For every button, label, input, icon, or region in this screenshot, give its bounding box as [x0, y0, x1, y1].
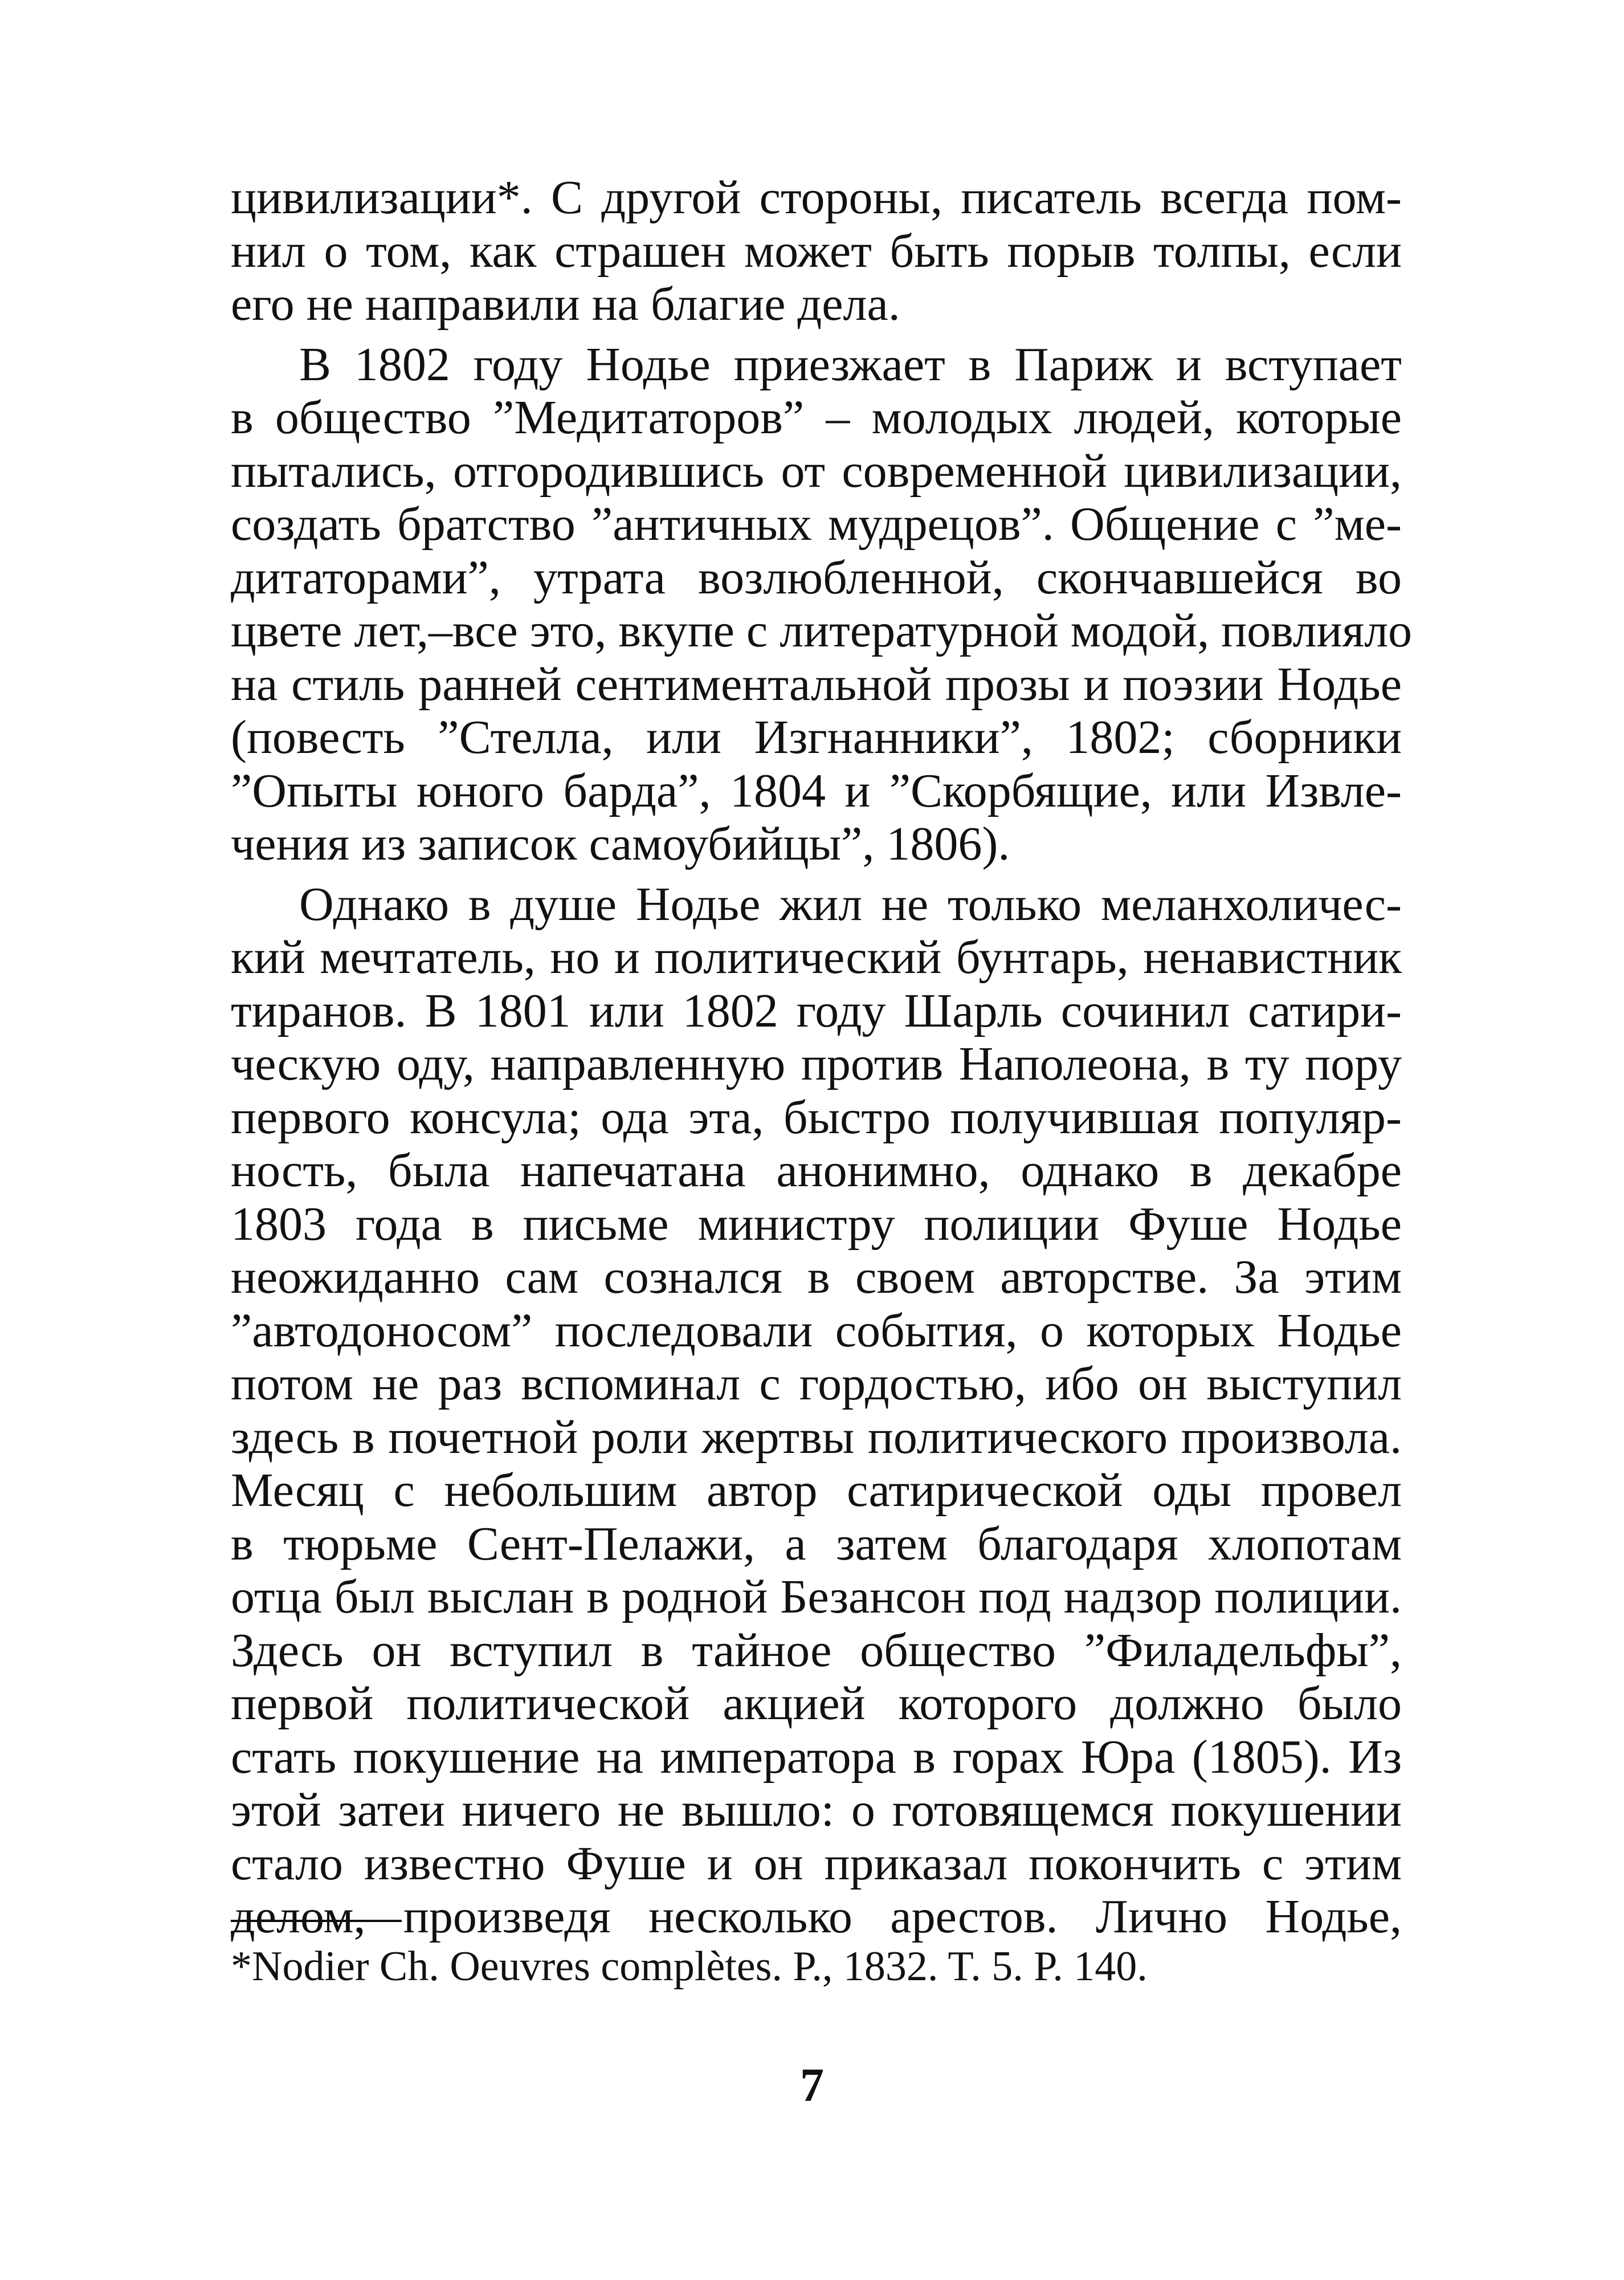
text-line: на стиль ранней сентиментальной прозы и поэзии Нодье	[231, 657, 1402, 711]
body-text	[231, 171, 1413, 1951]
paragraph-2	[231, 337, 1413, 871]
text-line: ность, была напечатана анонимно, однако в декабре	[231, 1144, 1402, 1197]
text-line: потом не раз вспоминал с гордостью, ибо он выступил	[231, 1357, 1402, 1410]
text-line: Однако в душе Нодье жил не только меланхоличес-	[299, 877, 1402, 931]
text-line: создать братство ”античных мудрецов”. Общение с ”ме-	[231, 498, 1402, 551]
footnote: *Nodier Ch. Oeuvres complètes. P., 1832. T. 5. P. 140.	[231, 1943, 1148, 1990]
text-line: пытались, отгородившись от современной цивилизации,	[231, 444, 1402, 498]
text-line: отца был выслан в родной Безансон под надзор полиции.	[231, 1570, 1402, 1623]
text-line: В 1802 году Нодье приезжает в Париж и вступает	[299, 337, 1402, 391]
text-line: его не направили на благие дела.	[231, 278, 900, 331]
text-line: (повесть ”Стелла, или Изгнанники”, 1802; сборники	[231, 711, 1402, 764]
text-line: кий мечтатель, но и политический бунтарь, ненавистник	[231, 931, 1402, 984]
text-line: стать покушение на императора в горах Юра (1805). Из	[231, 1730, 1402, 1784]
text-line: в общество ”Медитаторов” – молодых людей, которые	[231, 391, 1402, 444]
text-line: этой затеи ничего не вышло: о готовящемся покушении	[231, 1784, 1402, 1837]
text-line: делом, произведя несколько арестов. Лично Нодье,	[231, 1890, 1402, 1943]
paragraph-1	[231, 171, 1402, 331]
text-line: дитаторами”, утрата возлюбленной, скончавшейся во	[231, 551, 1402, 604]
text-line: неожиданно сам сознался в своем авторстве. За этим	[231, 1251, 1402, 1304]
text-line: здесь в почетной роли жертвы политического произвола.	[231, 1410, 1402, 1464]
text-line: в тюрьме Сент-Пелажи, а затем благодаря хлопотам	[231, 1517, 1402, 1570]
text-line: стало известно Фуше и он приказал покончить с этим	[231, 1837, 1402, 1890]
text-line: Здесь он вступил в тайное общество ”Филадельфы”,	[231, 1623, 1402, 1677]
text-line: цвете лет,–все это, вкупе с литературной модой, повлияло	[231, 604, 1413, 657]
text-line: первого консула; ода эта, быстро получившая популяр-	[231, 1090, 1402, 1144]
footnote-divider	[231, 1920, 402, 1922]
text-line: 1803 года в письме министру полиции Фуше Нодье	[231, 1197, 1402, 1251]
text-line: цивилизации*. С другой стороны, писатель всегда пом-	[231, 171, 1402, 224]
text-line: ”Опыты юного барда”, 1804 и ”Скорбящие, или Извле-	[231, 764, 1402, 817]
text-line: первой политической акцией которого должно было	[231, 1677, 1402, 1730]
page-number: 7	[800, 2059, 824, 2112]
text-line: чения из записок самоубийцы”, 1806).	[231, 817, 1010, 870]
text-line: ческую оду, направленную против Наполеона, в ту пору	[231, 1037, 1402, 1090]
text-line: тиранов. В 1801 или 1802 году Шарль сочинил сатири-	[231, 984, 1402, 1037]
paragraph-3	[231, 878, 1402, 1944]
text-line: ”автодоносом” последовали события, о которых Нодье	[231, 1304, 1402, 1357]
text-line: Месяц с небольшим автор сатирической оды провел	[231, 1464, 1402, 1517]
text-line: нил о том, как страшен может быть порыв толпы, если	[231, 224, 1402, 278]
